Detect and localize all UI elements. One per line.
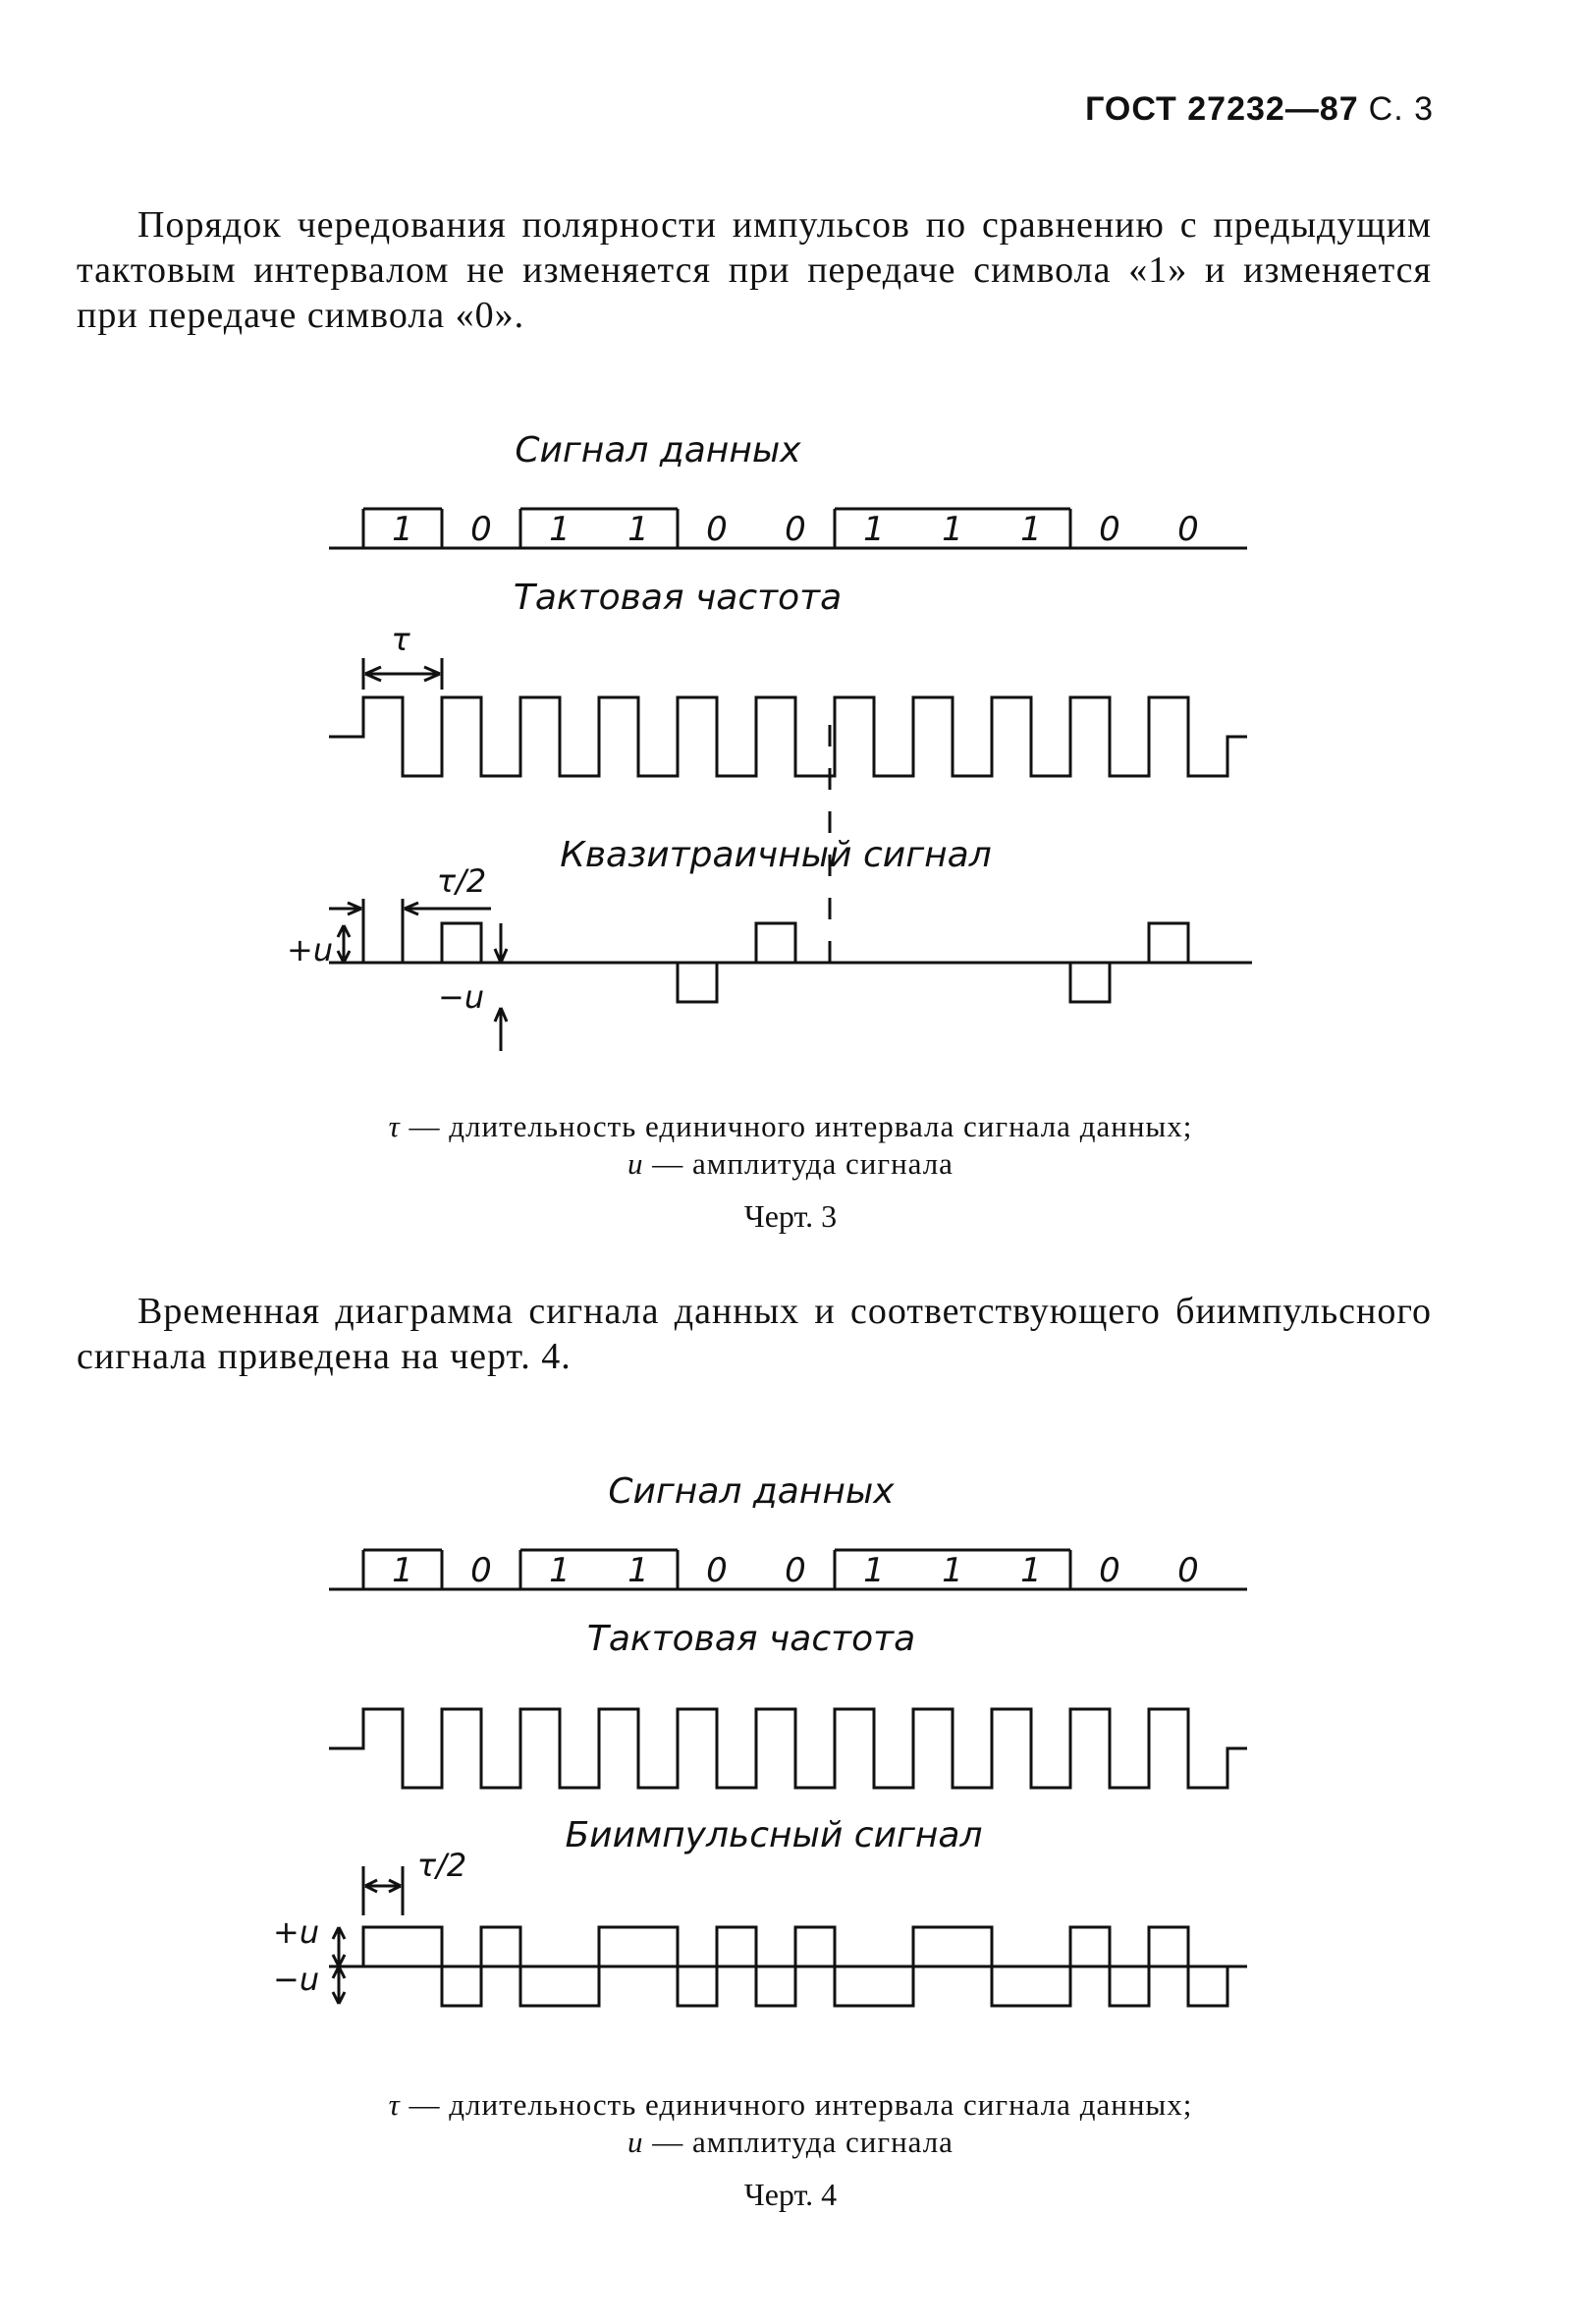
tau-half-label: τ/2	[436, 862, 487, 900]
signal-pulse	[756, 923, 795, 963]
data-bit: 0	[470, 510, 492, 549]
data-bit: 1	[863, 1551, 885, 1590]
data-bit: 1	[549, 1551, 571, 1590]
caption-u-text: — амплитуда сигнала	[652, 1146, 954, 1181]
plus-u-arrow	[338, 925, 350, 963]
tau-label: τ	[391, 621, 410, 658]
u-symbol: u	[627, 2125, 644, 2159]
caption-tau-text: — длительность единичного интервала сигнала данных;	[409, 2087, 1193, 2122]
minus-u-label: −u	[273, 1961, 320, 1998]
data-bit: 1	[1020, 510, 1042, 549]
tau-half-dimension	[329, 899, 491, 963]
figure-4-caption	[0, 2086, 1581, 2161]
page-number: С. 3	[1368, 90, 1434, 128]
signal-pulse	[1070, 963, 1110, 1002]
data-bit: 1	[942, 1551, 963, 1590]
minus-u-label: −u	[438, 978, 485, 1016]
data-bit: 0	[1177, 1551, 1199, 1590]
data-bit: 1	[863, 510, 885, 549]
paragraph-biphase: Временная диаграмма сигнала данных и соответствующего биимпульсного сигнала приведена на черт. 4.	[77, 1291, 1432, 1377]
data-bit: 1	[392, 1551, 413, 1590]
signal-pulse	[678, 963, 717, 1002]
plus-u-label: +u	[287, 931, 334, 968]
data-bit: 0	[1177, 510, 1199, 549]
data-bit: 0	[785, 1551, 806, 1590]
data-bit: 1	[392, 510, 413, 549]
page-header	[1085, 90, 1434, 129]
data-bit: 0	[785, 510, 806, 549]
data-bit: 0	[706, 510, 728, 549]
clock-label: Тактовая частота	[586, 1619, 916, 1659]
clock-line	[329, 1709, 1247, 1788]
tau-half-label: τ/2	[416, 1847, 467, 1884]
data-bit: 1	[627, 1551, 649, 1590]
data-bit: 1	[1020, 1551, 1042, 1590]
biphase-waveform	[329, 1927, 1247, 2006]
minus-u-arrow	[495, 923, 507, 1051]
data-signal-label: Сигнал данных	[515, 430, 801, 470]
data-bit: 0	[1099, 510, 1120, 549]
caption-tau-text: — длительность единичного интервала сигнала данных;	[409, 1109, 1193, 1143]
signal-pulse	[442, 923, 481, 963]
figure-4-number: Черт. 4	[743, 2177, 838, 2212]
plus-u-label: +u	[273, 1913, 320, 1951]
clock-line	[329, 697, 1247, 776]
tau-symbol: τ	[388, 2087, 401, 2122]
tau-half-dimension	[363, 1866, 403, 1915]
data-bit: 1	[549, 510, 571, 549]
data-bit: 0	[470, 1551, 492, 1590]
data-signal-waveform	[329, 1550, 1247, 1590]
figure-3-timing-diagram	[0, 413, 1581, 1061]
u-symbol: u	[627, 1146, 644, 1181]
quasi-ternary-label: Квазитраичный сигнал	[560, 835, 992, 875]
figure-3-caption	[0, 1108, 1581, 1183]
clock-waveform	[329, 697, 1247, 776]
standard-number: ГОСТ 27232—87	[1085, 90, 1359, 128]
figure-4-timing-diagram	[0, 1454, 1581, 2053]
data-bit: 1	[942, 510, 963, 549]
data-bit: 0	[1099, 1551, 1120, 1590]
clock-label: Тактовая частота	[513, 578, 843, 618]
clock-waveform	[329, 1709, 1247, 1788]
tau-dimension	[363, 658, 442, 690]
paragraph-polarity: Порядок чередования полярности импульсов по сравнению с предыдущим тактовым интервалом не изменяется при передаче символа «1» и изменяется при передаче символа «0».	[77, 204, 1432, 336]
data-signal-waveform	[329, 509, 1247, 549]
data-bit: 1	[627, 510, 649, 549]
biphase-label: Биимпульсный сигнал	[565, 1815, 983, 1855]
figure-3-number: Черт. 3	[743, 1198, 838, 1234]
data-bit: 0	[706, 1551, 728, 1590]
signal-pulse	[1149, 923, 1188, 963]
data-signal-label: Сигнал данных	[608, 1471, 895, 1512]
tau-symbol: τ	[388, 1109, 401, 1143]
caption-u-text: — амплитуда сигнала	[652, 2125, 954, 2159]
